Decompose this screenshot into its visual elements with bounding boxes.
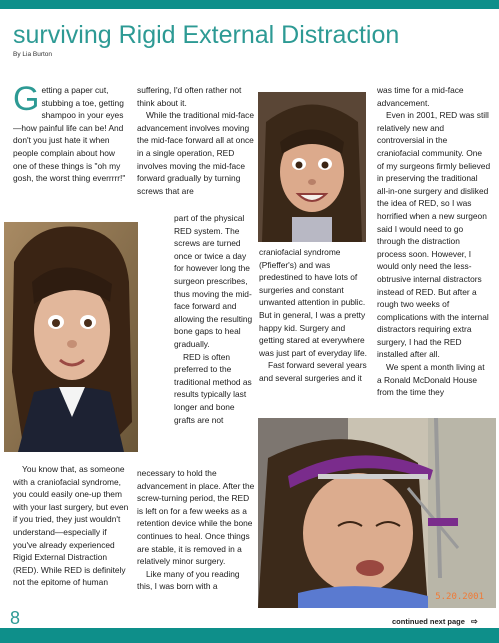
paragraph-screws: part of the physical RED system. The screws are turned once or twice a day for however long the surgeon prescribes, thus moving the mid-face forward and allowing the resulting bone gaps to heal gradually. (174, 213, 253, 349)
continued-link[interactable] (392, 617, 478, 626)
paragraph-you-know: You know that, as someone with a craniofacial syndrome, you could easily one-up them with your last surgery, but even if you tried, they just wouldn't understand—especially if you've already experienced Rigid External Distraction (RED). While RED is definitely not the epitome of human (13, 464, 129, 588)
column-2-narrow (174, 212, 256, 426)
column-1-intro (13, 80, 131, 185)
device-illustration (258, 418, 496, 608)
column-1-lower (13, 463, 131, 589)
photo-date-stamp: 5.20.2001 (435, 592, 484, 602)
paragraph-suffering: suffering, I'd often rather not think about it. (137, 85, 242, 108)
continued-label: continued next page (392, 617, 465, 626)
arrow-right-icon: ⇨ (471, 617, 478, 626)
intro-text: etting a paper cut, stubbing a toe, getting shampoo in your eyes—how painful life can be! And don't you just hate it when people complain about how one of these things is "oh my gosh, the worst thing everrrrr!" (13, 85, 126, 184)
photo-red-device (258, 418, 496, 608)
paragraph-fast-forward: Fast forward several years and several surgeries and it (259, 360, 367, 383)
paragraph-like-many: Like many of you reading this, I was born with a (137, 568, 240, 592)
paragraph-even-in-2001: Even in 2001, RED was still relatively new and controversial in the craniofacial community. One of my surgeons firmly believed in preserving the traditional all-in-one surgery and disliked the idea of RED, so I was horrified when a new surgeon said I would need to go through the distraction process soon. However, I would only need the less-obtrusive internal distractors instead of RED. But after a rough two weeks of complications with the internal distractors requiring extra surgery, I had the RED installed after all. (377, 110, 491, 360)
paragraph-preferred: RED is often preferred to the traditional method as results typically last longer and bone grafts are not (174, 351, 252, 425)
column-2-top (137, 84, 255, 197)
smiling-illustration (258, 92, 366, 242)
top-accent-bar (0, 0, 499, 9)
paragraph-traditional: While the traditional mid-face advancement involves moving the mid-face forward all at once in a single operation, RED involves moving the mid-face forward gradually by turning screws that are (137, 110, 254, 196)
paragraph-time-for: was time for a mid-face advancement. (377, 85, 464, 108)
paragraph-ronald-mcdonald: We spent a month living at a Ronald McDonald House from the time they (377, 362, 485, 398)
portrait-illustration (4, 222, 138, 452)
article-title: surviving Rigid External Distraction (13, 21, 400, 49)
photo-girl-portrait (4, 222, 138, 452)
page-number: 8 (10, 608, 21, 628)
byline: By Lia Burton (13, 51, 53, 58)
bottom-accent-bar (0, 628, 499, 643)
paragraph-screw-turning: necessary to hold the advancement in place. After the screw-turning period, the RED is left on for a few weeks as a retention device while the bone continues to heal. Once things are stable, it is removed in a relatively minor surgery. (137, 468, 255, 567)
photo-girl-smiling (258, 92, 366, 242)
column-4 (377, 84, 491, 399)
dropcap: G (13, 80, 40, 118)
column-2-bottom (137, 467, 255, 593)
column-3 (259, 246, 369, 385)
paragraph-craniofacial: craniofacial syndrome (Pfieffer's) and was predestined to have lots of surgeries and constant unwanted attention in public. But in general, I was a pretty happy kid. Surgery and getting stared at everywhere was just part of everyday life. (259, 247, 367, 358)
